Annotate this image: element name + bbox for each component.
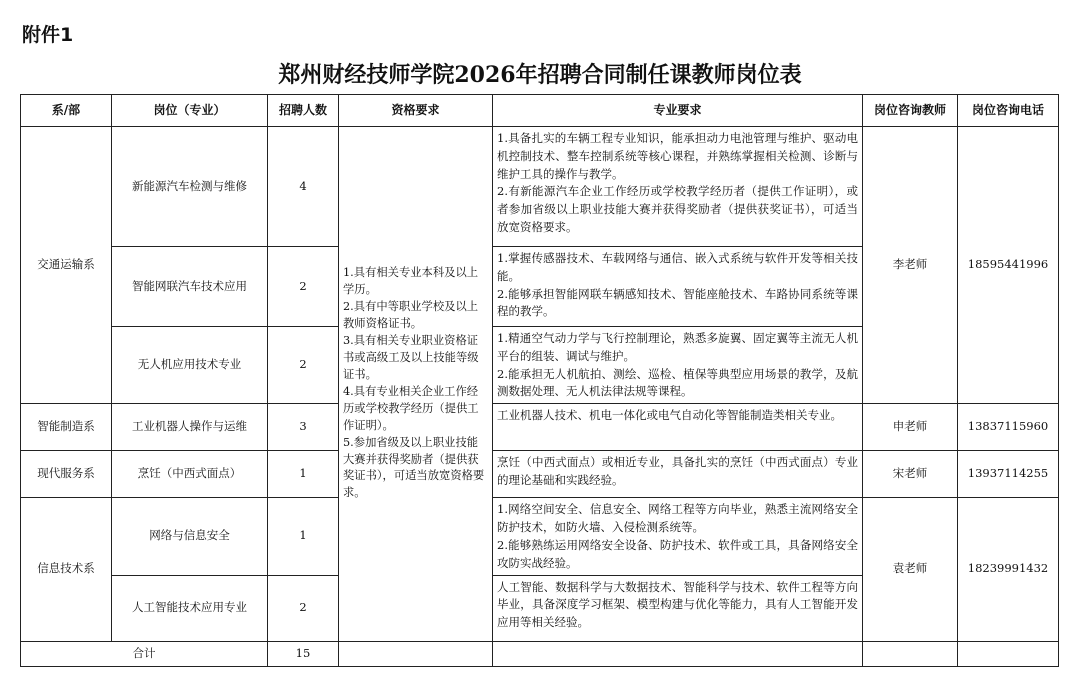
phone-cell: 18239991432 xyxy=(958,498,1059,641)
requirement-cell: 1.网络空间安全、信息安全、网络工程等方向毕业，熟悉主流网络安全防护技术，如防火墙、入侵检测系统等。 2.能够熟练运用网络安全设备、防护技术、软件或工具，具备网络安全攻防实战经验。 xyxy=(493,498,863,575)
table-row xyxy=(21,498,1059,575)
count-cell: 1 xyxy=(268,498,339,575)
requirement-cell: 1.掌握传感器技术、车载网络与通信、嵌入式系统与软件开发等相关技能。 2.能够承担智能网联车辆感知技术、智能座舱技术、车路协同系统等课程的教学。 xyxy=(493,247,863,327)
attachment-label: 附件1 xyxy=(22,24,74,46)
total-row xyxy=(21,641,1059,666)
post-cell: 智能网联汽车技术应用 xyxy=(112,247,268,327)
department-cell: 现代服务系 xyxy=(21,451,112,498)
header-phone: 岗位咨询电话 xyxy=(958,95,1059,127)
phone-cell: 18595441996 xyxy=(958,127,1059,404)
empty-cell xyxy=(339,641,493,666)
post-cell: 新能源汽车检测与维修 xyxy=(112,127,268,247)
count-cell: 2 xyxy=(268,247,339,327)
requirement-cell: 1.具备扎实的车辆工程专业知识，能承担动力电池管理与维护、驱动电机控制技术、整车控制系统等核心课程，并熟练掌握相关检测、诊断与维护工具的操作与教学。 2.有新能源汽车企业工作经历或学校教学经历者（提供工作证明），或者参加省级以上职业技能大赛并获得奖励者（提供获奖证书），可适当放宽资格要求。 xyxy=(493,127,863,247)
total-label: 合计 xyxy=(21,641,268,666)
phone-cell: 13837115960 xyxy=(958,404,1059,451)
table-row xyxy=(21,451,1059,498)
recruitment-table xyxy=(20,94,1059,667)
teacher-cell: 袁老师 xyxy=(863,498,958,641)
post-cell: 无人机应用技术专业 xyxy=(112,327,268,404)
header-department: 系/部 xyxy=(21,95,112,127)
department-cell: 智能制造系 xyxy=(21,404,112,451)
phone-cell: 13937114255 xyxy=(958,451,1059,498)
requirement-cell: 1.精通空气动力学与飞行控制理论，熟悉多旋翼、固定翼等主流无人机平台的组装、调试与维护。 2.能承担无人机航拍、测绘、巡检、植保等典型应用场景的教学，及航测数据处理、无人机法律法规等课程。 xyxy=(493,327,863,404)
total-count: 15 xyxy=(268,641,339,666)
count-cell: 2 xyxy=(268,575,339,641)
count-cell: 3 xyxy=(268,404,339,451)
table-row xyxy=(21,404,1059,451)
requirement-cell: 人工智能、数据科学与大数据技术、智能科学与技术、软件工程等方向毕业，具备深度学习框架、模型构建与优化等能力，具有人工智能开发应用等相关经验。 xyxy=(493,575,863,641)
empty-cell xyxy=(863,641,958,666)
requirement-cell: 工业机器人技术、机电一体化或电气自动化等智能制造类相关专业。 xyxy=(493,404,863,451)
empty-cell xyxy=(958,641,1059,666)
department-cell: 信息技术系 xyxy=(21,498,112,641)
table-row xyxy=(21,127,1059,247)
post-cell: 工业机器人操作与运维 xyxy=(112,404,268,451)
post-cell: 烹饪（中西式面点） xyxy=(112,451,268,498)
header-teacher: 岗位咨询教师 xyxy=(863,95,958,127)
header-qualification: 资格要求 xyxy=(339,95,493,127)
header-requirement: 专业要求 xyxy=(493,95,863,127)
teacher-cell: 李老师 xyxy=(863,127,958,404)
department-cell: 交通运输系 xyxy=(21,127,112,404)
requirement-cell: 烹饪（中西式面点）或相近专业，具备扎实的烹饪（中西式面点）专业的理论基础和实践经验。 xyxy=(493,451,863,498)
count-cell: 1 xyxy=(268,451,339,498)
header-row xyxy=(21,95,1059,127)
empty-cell xyxy=(493,641,863,666)
teacher-cell: 宋老师 xyxy=(863,451,958,498)
document-title: 郑州财经技师学院2026年招聘合同制任课教师岗位表 xyxy=(278,62,802,88)
teacher-cell: 申老师 xyxy=(863,404,958,451)
qualification-cell: 1.具有相关专业本科及以上学历。 2.具有中等职业学校及以上教师资格证书。 3.具有相关专业职业资格证书或高级工及以上技能等级证书。 4.具有专业相关企业工作经历或学校教学经历（提供工作证明）。 5.参加省级及以上职业技能大赛并获得奖励者（提供获奖证书），可适当放宽资格要求。 xyxy=(339,127,493,642)
header-count: 招聘人数 xyxy=(268,95,339,127)
post-cell: 网络与信息安全 xyxy=(112,498,268,575)
header-post: 岗位（专业） xyxy=(112,95,268,127)
count-cell: 4 xyxy=(268,127,339,247)
count-cell: 2 xyxy=(268,327,339,404)
post-cell: 人工智能技术应用专业 xyxy=(112,575,268,641)
